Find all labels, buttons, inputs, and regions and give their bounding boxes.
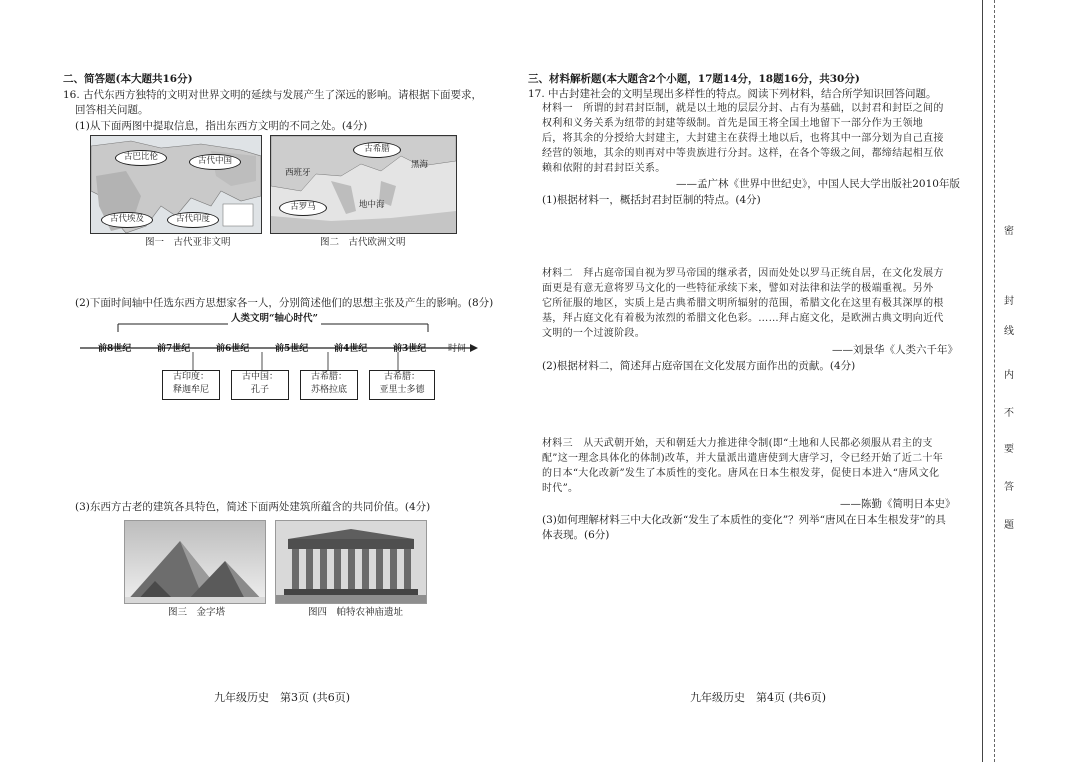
page-footer: 九年级历史 第4页 (共6页) (690, 691, 827, 704)
binding-char: 要 (1004, 444, 1014, 455)
timeline-tick: 前5世纪 (275, 344, 309, 354)
binding-char: 内 (1004, 370, 1014, 381)
thinker-name: 苏格拉底 (310, 385, 347, 395)
map-europe (270, 135, 457, 234)
map-label: 西班牙 (285, 168, 311, 178)
material-1-line: 赖和依附的封君封臣关系。 (542, 163, 666, 174)
figure-caption: 图二 古代欧洲文明 (320, 237, 406, 248)
thinker-region: 古希腊： (383, 372, 420, 382)
figure-caption: 图四 帕特农神庙遗址 (308, 607, 404, 618)
timeline-tick: 前4世纪 (334, 344, 368, 354)
binding-dashed-line (994, 0, 995, 762)
material-1-line: 材料一 所谓的封君封臣制，就是以土地的层层分封、占有为基础，以封君和封臣之间的 (542, 103, 944, 114)
pyramid-photo (124, 520, 266, 604)
page-footer: 九年级历史 第3页 (共6页) (214, 691, 351, 704)
section-title: 三、材料解析题(本大题含2个小题，17题14分，18题16分，共30分) (528, 73, 860, 85)
material-3-line: 配”这一理念具体化的体制)改革，并大量派出遣唐使到大唐学习，令已经开始了近二十年 (542, 453, 944, 464)
map-label: 古巴比伦 (115, 150, 167, 166)
map-asia-africa (90, 135, 262, 234)
pyramid-illustration (125, 521, 265, 603)
thinker-box (369, 370, 435, 400)
material-3-source: ——陈勤《简明日本史》 (840, 498, 956, 510)
question-16-3: (3)东西方古老的建筑各具特色，简述下面两处建筑所蕴含的共同价值。(4分) (75, 501, 431, 513)
thinker-region: 古印度： (172, 372, 209, 382)
thinker-name: 孔子 (250, 385, 269, 395)
parthenon-illustration (276, 521, 426, 603)
timeline-tick: 前3世纪 (393, 344, 427, 354)
question-17-2: (2)根据材料二，简述拜占庭帝国在文化发展方面作出的贡献。(4分) (542, 360, 856, 372)
question-17-1: (1)根据材料一，概括封君封臣制的特点。(4分) (542, 194, 761, 206)
thinker-box (231, 370, 289, 400)
timeline-tick: 前6世纪 (216, 344, 250, 354)
material-3-line: 材料三 从天武朝开始，天和朝廷大力推进律令制(即“土地和人民都必须服从君主的支 (542, 438, 933, 449)
binding-char: 线 (1004, 326, 1014, 337)
material-2-line: 材料二 拜占庭帝国自视为罗马帝国的继承者，因而处处以罗马正统自居，在文化发展方 (542, 268, 944, 279)
timeline-end-label: 时间 (448, 344, 467, 354)
timeline-tick: 前7世纪 (157, 344, 191, 354)
material-2-line: 面更是有意无意将罗马文化的一些特征承续下来，譬如对法律和法学的极端重视。另外 (542, 283, 934, 294)
map-label: 黑海 (411, 160, 429, 170)
binding-char: 答 (1004, 482, 1014, 493)
map-label: 古代印度 (167, 212, 219, 228)
question-16-text: 16. 古代东西方独特的文明对世界文明的延续与发展产生了深远的影响。请根据下面要求， (63, 89, 483, 101)
material-2-line: 文明的一个过渡阶段。 (542, 328, 645, 339)
question-17-3: 体表现。(6分) (542, 529, 610, 541)
thinker-name: 释迦牟尼 (172, 385, 209, 395)
section-title: 二、简答题(本大题共16分) (63, 73, 193, 85)
material-1-source: ——孟广林《世界中世纪史》，中国人民大学出版社2010年版 (676, 178, 960, 190)
material-3-line: 时代”。 (542, 483, 579, 494)
figure-caption: 图一 古代亚非文明 (145, 237, 231, 248)
binding-line (982, 0, 983, 762)
question-17-text: 17. 中古封建社会的文明呈现出多样性的特点。阅读下列材料，结合所学知识回答问题。 (528, 88, 937, 100)
map-label: 古代中国 (189, 154, 241, 170)
material-1-line: 经营的领地，其余的则再对中等贵族进行分封。这样，在各个等级之间，都缔结起相互依 (542, 148, 944, 159)
map-label: 古罗马 (279, 200, 327, 216)
thinker-region: 古中国： (241, 372, 278, 382)
timeline-tick: 前8世纪 (98, 344, 132, 354)
thinker-name: 亚里士多德 (379, 385, 425, 395)
map-label: 古代埃及 (101, 212, 153, 228)
material-1-line: 权利和义务关系为纽带的封建等级制。首先是国王将全国土地留下一部分作为王领地 (542, 118, 924, 129)
material-2-line: 基，拜占庭文化有着极为浓烈的希腊文化色彩。……拜占庭文化，是欧洲古典文明向近代 (542, 313, 944, 324)
binding-char: 不 (1004, 408, 1014, 419)
binding-char: 密 (1004, 226, 1014, 237)
material-3-line: 的日本“大化改新”发生了本质性的变化。唐风在日本生根发芽，促使日本进入“唐风文化 (542, 468, 940, 479)
binding-char: 题 (1004, 520, 1014, 531)
parthenon-photo (275, 520, 427, 604)
map-label: 地中海 (359, 200, 385, 210)
material-2-line: 它所征服的地区，实质上是古典希腊文明所辐射的范围，希腊文化在这里有极其深厚的根 (542, 298, 944, 309)
question-16-text: 回答相关问题。 (75, 104, 149, 116)
map-label: 古希腊 (353, 142, 401, 158)
material-2-source: ——刘景华《人类六千年》 (832, 344, 958, 356)
question-17-3: (3)如何理解材料三中大化改新“发生了本质性的变化”？列举“唐风在日本生根发芽”的具 (542, 514, 946, 526)
thinker-region: 古希腊： (310, 372, 347, 382)
thinker-box (300, 370, 358, 400)
figure-caption: 图三 金字塔 (168, 607, 226, 618)
question-16-1: (1)从下面两图中提取信息，指出东西方文明的不同之处。(4分) (75, 120, 368, 132)
material-1-line: 后，将其余的分授给大封建主，大封建主在获得土地以后，也将其中一部分划为自己直接 (542, 133, 944, 144)
timeline-bracket-label: 人类文明“轴心时代” (228, 312, 321, 326)
binding-char: 封 (1004, 296, 1014, 307)
question-16-2: (2)下面时间轴中任选东西方思想家各一人，分别简述他们的思想主张及产生的影响。(8分) (75, 297, 494, 309)
thinker-box (162, 370, 220, 400)
